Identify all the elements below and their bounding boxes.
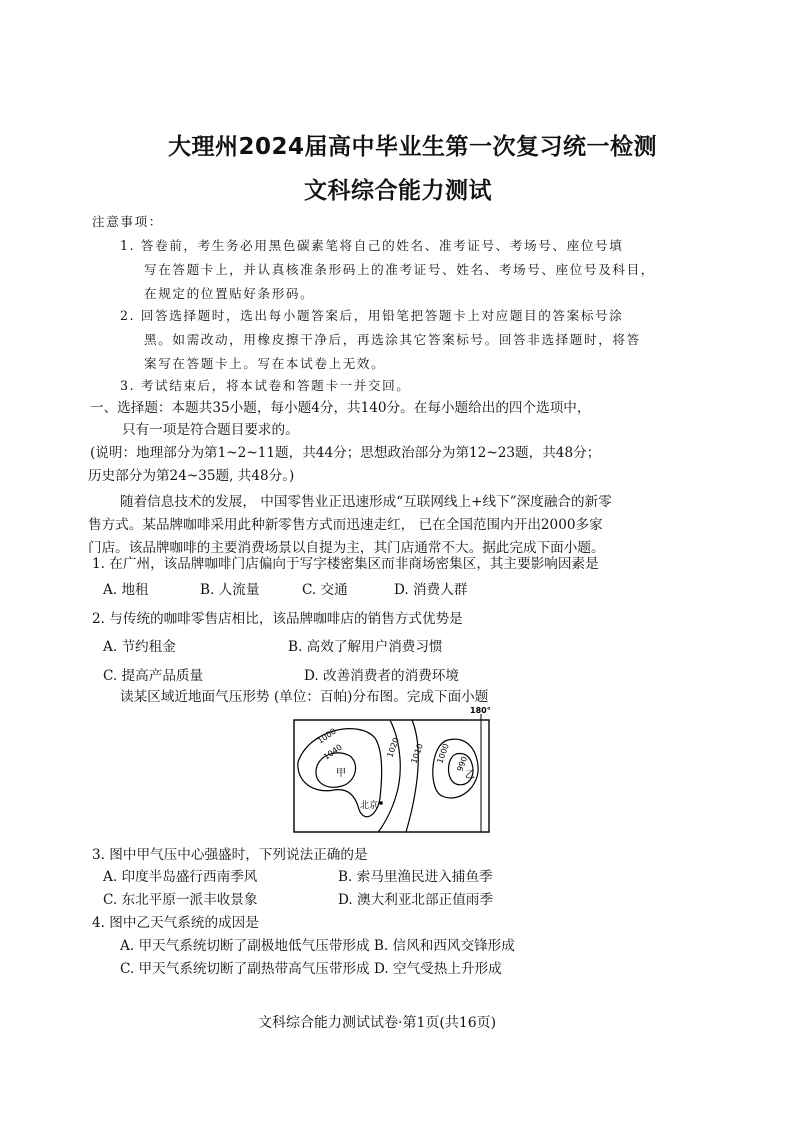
- notice-item-2-line-3: 案写在答题卡上。写在本试卷上无效。: [144, 356, 386, 371]
- question-1-stem: 1. 在广州，该品牌咖啡门店偏向于写字楼密集区而非商场密集区，其主要影响因素是: [92, 556, 599, 572]
- question-2-option-d: D. 改善消费者的消费环境: [304, 668, 459, 684]
- question-2-stem: 2. 与传统的咖啡零售店相比，该品牌咖啡店的销售方式优势是: [92, 611, 463, 627]
- passage-line-1: 随着信息技术的发展， 中国零售业正迅速形成“互联网线上+线下”深度融合的新零: [120, 494, 612, 510]
- isobar-label-1020: 1020: [385, 736, 401, 759]
- question-3-stem: 3. 图中甲气压中心强盛时，下列说法正确的是: [92, 847, 368, 863]
- question-1-option-d: D. 消费人群: [394, 582, 468, 598]
- section-heading-cont: 只有一项是符合题目要求的。: [122, 422, 299, 438]
- isobar-label-1040: 1040: [321, 742, 344, 762]
- lon-label: 180°: [470, 706, 491, 715]
- notice-item-1-line-3: 在规定的位置贴好条形码。: [144, 286, 315, 301]
- question-3-option-d: D. 澳大利亚北部正值雨季: [338, 892, 493, 908]
- section-heading: 一、选择题：本题共35小题，每小题4分，共140分。在每小题给出的四个选项中，: [90, 400, 591, 416]
- question-1-option-c: C. 交通: [302, 582, 348, 598]
- notice-item-1-line-2: 写在答题卡上，并认真核准条形码上的准考证号、姓名、考场号、座位号及科目，: [144, 262, 655, 277]
- isobar-label-1000: 1000: [315, 726, 338, 746]
- notice-item-3: 3. 考试结束后，将本试卷和答题卡一并交回。: [120, 378, 411, 393]
- isobar-1010: [406, 720, 418, 832]
- question-1-option-b: B. 人流量: [200, 582, 260, 598]
- isobar-label-990: 990: [455, 755, 470, 773]
- question-2-option-c: C. 提高产品质量: [103, 668, 204, 684]
- passage-line-2: 售方式。某品牌咖啡采用此种新零售方式而迅速走红， 已在全国范围内开出2000多家: [88, 517, 603, 533]
- question-1-option-a: A. 地租: [103, 582, 149, 598]
- notice-item-2-line-1: 2. 回答选择题时，选出每小题答案后，用铅笔把答题卡上对应题目的答案标号涂: [120, 308, 624, 323]
- notice-item-2-line-2: 黑。如需改动，用橡皮擦干净后，再选涂其它答案标号。回答非选择题时，将答: [144, 332, 641, 347]
- question-3-option-c: C. 东北平原一派丰收景象: [103, 892, 258, 908]
- question-3-option-a: A. 印度半岛盛行西南季风: [103, 869, 258, 885]
- exam-subtitle: 文科综合能力测试: [304, 178, 492, 204]
- pressure-center-yi: 乙: [465, 770, 475, 781]
- notice-item-1-line-1: 1. 答卷前，考生务必用黑色碳素笔将自己的姓名、准考证号、考场号、座位号填: [120, 238, 624, 253]
- question-4-stem: 4. 图中乙天气系统的成因是: [92, 915, 259, 931]
- notice-heading: 注意事项：: [92, 214, 163, 229]
- question-2-option-b: B. 高效了解用户消费习惯: [288, 639, 443, 655]
- passage-line-3: 门店。该品牌咖啡的主要消费场景以自提为主，其门店通常不大。据此完成下面小题。: [88, 540, 605, 556]
- beijing-dot: [379, 801, 383, 805]
- map-intro: 读某区域近地面气压形势 (单位：百帕)分布图。完成下面小题: [120, 689, 489, 705]
- page-footer: 文科综合能力测试试卷·第1页(共16页): [258, 1015, 497, 1031]
- section-note-1: (说明：地理部分为第1~2~11题，共44分；思想政治部分为第12~23题，共48分；: [90, 445, 601, 461]
- question-2-option-a: A. 节约租金: [103, 639, 176, 655]
- exam-title: 大理州2024届高中毕业生第一次复习统一检测: [168, 134, 658, 160]
- beijing-label: 北京: [360, 801, 379, 811]
- pressure-center-jia: 甲: [336, 768, 346, 779]
- section-note-2: 历史部分为第24~35题, 共48分。): [88, 468, 295, 484]
- question-4-options-line-1: A. 甲天气系统切断了副极地低气压带形成 B. 信风和西风交锋形成: [120, 938, 515, 954]
- pressure-map: [280, 700, 510, 840]
- isobar-label-1000-low: 1000: [435, 742, 451, 765]
- question-3-option-b: B. 索马里渔民进入捕鱼季: [338, 869, 493, 885]
- question-4-options-line-2: C. 甲天气系统切断了副热带高气压带形成 D. 空气受热上升形成: [120, 961, 502, 977]
- isobar-label-1010: 1010: [409, 742, 425, 765]
